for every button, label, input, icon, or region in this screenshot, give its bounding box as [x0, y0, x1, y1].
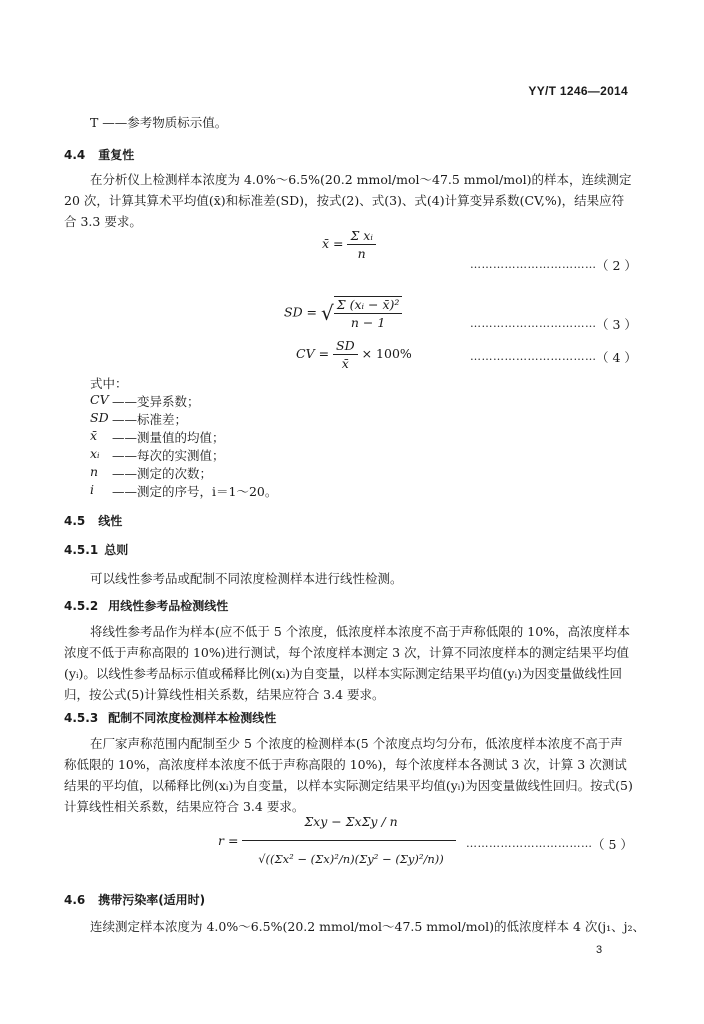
- section-title: 重复性: [98, 148, 135, 162]
- section-number: 4.5: [64, 514, 86, 528]
- section-4-6-heading: [64, 891, 205, 908]
- where-title: 式中：: [90, 376, 128, 391]
- formula-4-denominator: x̄: [341, 356, 349, 371]
- where-symbol: xᵢ: [90, 446, 100, 461]
- formula-5-fraction-bar: [242, 840, 456, 841]
- section-title: 配制不同浓度检测样本检测线性: [108, 711, 277, 725]
- section-title: 用线性参考品检测线性: [108, 599, 229, 613]
- section-title: 线性: [98, 514, 123, 528]
- section-4-5-2-paragraph: 将线性参考品作为样本(应不低于 5 个浓度，低浓度样本浓度不高于声称低限的 10%，高浓度样本浓度不低于声称高限的 10%)进行测试，每个浓度样本测定 3 次，计算不同浓度样本的测定结果平均值(yᵢ)。以线性参考品标示值或稀释比例(xᵢ)为自变量，以样本实际测定结果平均值(yᵢ)为因变量做线性回归，按公式(5)计算线性相关系数，结果应符合 3.4 要求。: [64, 624, 631, 702]
- where-symbol: i: [90, 482, 94, 497]
- top-definition-line: T ——参考物质标示值。: [90, 115, 228, 130]
- formula-2: [322, 228, 376, 261]
- where-symbol: CV: [90, 392, 109, 407]
- formula-3-leader: ……………………………: [470, 317, 597, 330]
- where-definition: ——标准差；: [112, 412, 188, 427]
- section-number: 4.5.1: [64, 543, 99, 557]
- where-definition: ——测定的序号，i＝1～20。: [112, 484, 278, 499]
- section-number: 4.5.2: [64, 599, 99, 613]
- formula-4-fraction: [333, 338, 358, 371]
- section-number: 4.4: [64, 148, 86, 162]
- section-4-6-paragraph: 连续测定样本浓度为 4.0%～6.5%(20.2 mmol/mol～47.5 mmol/mol)的低浓度样本 4 次(j₁、j₂、: [90, 919, 646, 934]
- where-definition: ——测定的次数；: [112, 466, 213, 481]
- section-title: 总则: [104, 543, 129, 557]
- formula-4-leader: ……………………………: [470, 350, 597, 363]
- where-definition: ——每次的实测值；: [112, 448, 225, 463]
- formula-3-number: （ 3 ）: [596, 317, 637, 332]
- section-4-5-1-heading: [64, 541, 128, 558]
- section-4-5-1-paragraph: 可以线性参考品或配制不同浓度检测样本进行线性检测。: [90, 571, 403, 586]
- section-4-5-heading: [64, 512, 122, 529]
- formula-3: SD = √ $\frac{\text{Σ (xᵢ − x̄)²}}{n - 1}$: [284, 296, 402, 330]
- formula-5-leader: ……………………………: [466, 837, 593, 850]
- formula-2-numerator: Σ xᵢ: [347, 228, 375, 245]
- formula-5-denominator: √((Σx² − (Σx)²/n)(Σy² − (Σy)²/n)): [258, 852, 444, 866]
- formula-5-numerator: Σxy − ΣxΣy / n: [304, 814, 398, 829]
- section-4-5-3-heading: [64, 709, 276, 726]
- where-definition: ——测量值的均值；: [112, 430, 225, 445]
- standard-number: YY/T 1246—2014: [528, 84, 628, 98]
- formula-4-numerator: SD: [333, 338, 358, 355]
- section-title: 携带污染率(适用时): [98, 893, 206, 907]
- formula-4: [296, 338, 412, 371]
- section-4-5-3-paragraph: 在厂家声称范围内配制至少 5 个浓度的检测样本(5 个浓度点均匀分布，低浓度样本浓度不高于声称低限的 10%，高浓度样本浓度不低于声称高限的 10%)，每个浓度样本各测试 3 次，计算 3 次测试结果的平均值，以稀释比例(xᵢ)为自变量，以样本实际测定结果平均值(yᵢ)为因变量做线性回归。按式(5)计算线性相关系数，结果应符合 3.4 要求。: [64, 736, 633, 814]
- formula-3-lhs: SD =: [284, 304, 318, 320]
- formula-4-tail: × 100%: [361, 346, 412, 361]
- section-4-4-paragraph: 在分析仪上检测样本浓度为 4.0%～6.5%(20.2 mmol/mol～47.5 mmol/mol)的样本，连续测定 20 次，计算其算术平均值(x̄)和标准差(SD)，按式(2)、式(3)、式(4)计算变异系数(CV,%)，结果应符合 3.3 要求。: [64, 172, 632, 229]
- section-4-5-2-heading: [64, 597, 228, 614]
- formula-4-lhs: CV =: [296, 346, 330, 361]
- formula-2-lhs: x̄ =: [322, 236, 344, 251]
- where-symbol: x̄: [90, 428, 98, 443]
- formula-3-fraction: [334, 296, 403, 330]
- formula-2-denominator: n: [357, 246, 366, 261]
- where-symbol: SD: [90, 410, 109, 425]
- formula-5-number: （ 5 ）: [592, 837, 633, 852]
- where-definition: ——变异系数；: [112, 394, 200, 409]
- formula-2-number: （ 2 ）: [596, 258, 637, 273]
- formula-4-number: （ 4 ）: [596, 350, 637, 365]
- section-4-4-heading: [64, 146, 134, 163]
- formula-2-fraction: [347, 228, 375, 261]
- where-symbol: n: [90, 464, 99, 479]
- section-number: 4.5.3: [64, 711, 99, 725]
- formula-3-denominator: n − 1: [350, 315, 386, 330]
- formula-5-lhs: r =: [218, 833, 239, 848]
- formula-2-leader: ……………………………: [470, 258, 597, 271]
- page-number: 3: [596, 944, 603, 956]
- section-number: 4.6: [64, 893, 86, 907]
- formula-3-numerator: Σ (xᵢ − x̄)²: [334, 297, 403, 314]
